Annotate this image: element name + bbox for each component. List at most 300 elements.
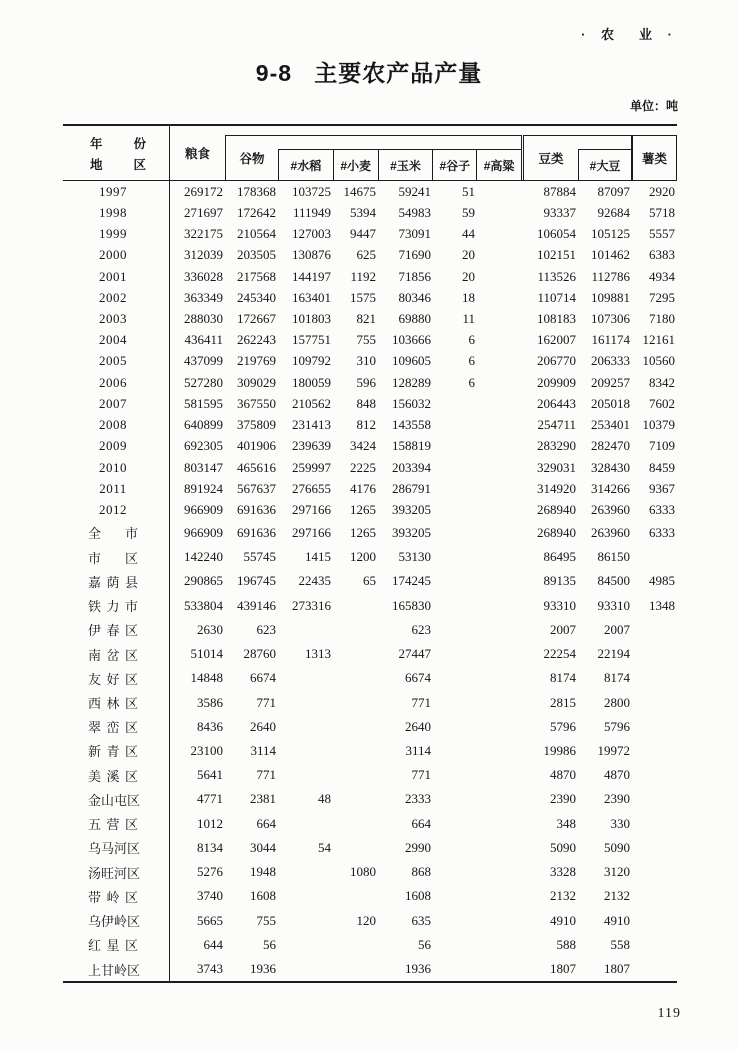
value-cell: 314266 bbox=[591, 480, 630, 496]
value-cell: 101803 bbox=[292, 311, 331, 327]
value-cell: 3328 bbox=[550, 864, 576, 880]
value-cell: 436411 bbox=[184, 332, 223, 348]
row-label: 铁 力 市 bbox=[63, 593, 170, 617]
value-cell: 6 bbox=[468, 374, 475, 390]
value-cell: 268940 bbox=[537, 502, 576, 518]
value-cell: 56 bbox=[263, 936, 276, 952]
value-cell: 80346 bbox=[398, 289, 431, 305]
value-cell: 203505 bbox=[237, 247, 276, 263]
value-cell: 4771 bbox=[197, 791, 223, 807]
value-cell: 206333 bbox=[591, 353, 630, 369]
row-label: 2008 bbox=[63, 415, 170, 436]
value-cell: 2990 bbox=[405, 839, 431, 855]
value-cell: 14675 bbox=[343, 183, 376, 199]
value-cell: 393205 bbox=[392, 524, 431, 540]
value-cell: 348 bbox=[556, 815, 576, 831]
value-cell: 625 bbox=[356, 247, 376, 263]
agri-output-table bbox=[63, 124, 677, 983]
value-cell: 162007 bbox=[537, 332, 576, 348]
value-cell: 5665 bbox=[197, 912, 223, 928]
value-cell: 22435 bbox=[298, 573, 331, 589]
value-cell: 254711 bbox=[537, 417, 576, 433]
value-cell: 5718 bbox=[649, 204, 675, 220]
value-cell: 51014 bbox=[190, 646, 223, 662]
value-cell: 1192 bbox=[350, 268, 376, 284]
row-label: 2001 bbox=[63, 266, 170, 287]
value-cell: 558 bbox=[610, 936, 630, 952]
value-cell: 367550 bbox=[237, 395, 276, 411]
value-cell: 87884 bbox=[543, 183, 576, 199]
value-cell: 1936 bbox=[250, 961, 276, 977]
col-group-beans bbox=[523, 135, 632, 180]
table-row bbox=[63, 739, 677, 763]
value-cell: 3424 bbox=[350, 438, 376, 454]
value-cell: 6333 bbox=[649, 502, 675, 518]
row-label: 市 区 bbox=[63, 545, 170, 569]
value-cell: 2132 bbox=[604, 888, 630, 904]
value-cell: 691636 bbox=[237, 524, 276, 540]
value-cell: 54 bbox=[318, 839, 331, 855]
value-cell: 108183 bbox=[537, 311, 576, 327]
value-cell: 2920 bbox=[649, 183, 675, 199]
value-cell: 322175 bbox=[184, 226, 223, 242]
value-cell: 130876 bbox=[292, 247, 331, 263]
value-cell: 209257 bbox=[591, 374, 630, 390]
value-cell: 755 bbox=[356, 332, 376, 348]
value-cell: 297166 bbox=[292, 502, 331, 518]
table-row bbox=[63, 569, 677, 593]
value-cell: 209909 bbox=[537, 374, 576, 390]
value-cell: 28760 bbox=[243, 646, 276, 662]
row-label: 带 岭 区 bbox=[63, 884, 170, 908]
value-cell: 1313 bbox=[305, 646, 331, 662]
row-label: 上 甘 岭 区 bbox=[63, 957, 170, 981]
value-cell: 1265 bbox=[350, 502, 376, 518]
value-cell: 329031 bbox=[537, 459, 576, 475]
value-cell: 44 bbox=[462, 226, 475, 242]
stub-header-line1: 年 份 bbox=[90, 136, 146, 151]
value-cell: 771 bbox=[411, 694, 431, 710]
value-cell: 691636 bbox=[237, 502, 276, 518]
value-cell: 8459 bbox=[649, 459, 675, 475]
value-cell: 73091 bbox=[398, 226, 431, 242]
col-header-corn: #玉米 bbox=[378, 149, 433, 180]
value-cell: 635 bbox=[411, 912, 431, 928]
value-cell: 533804 bbox=[184, 597, 223, 613]
value-cell: 143558 bbox=[392, 417, 431, 433]
value-cell: 2390 bbox=[550, 791, 576, 807]
row-label: 2010 bbox=[63, 457, 170, 478]
value-cell: 1807 bbox=[604, 961, 630, 977]
row-label: 汤 旺 河 区 bbox=[63, 860, 170, 884]
value-cell: 11 bbox=[462, 311, 475, 327]
row-label: 1998 bbox=[63, 202, 170, 223]
row-label: 伊 春 区 bbox=[63, 618, 170, 642]
value-cell: 84500 bbox=[597, 573, 630, 589]
value-cell: 103666 bbox=[392, 332, 431, 348]
value-cell: 93310 bbox=[543, 597, 576, 613]
table-row bbox=[63, 436, 677, 457]
value-cell: 3044 bbox=[250, 839, 276, 855]
value-cell: 23100 bbox=[190, 742, 223, 758]
value-cell: 106054 bbox=[537, 226, 576, 242]
value-cell: 253401 bbox=[591, 417, 630, 433]
table-row bbox=[63, 266, 677, 287]
row-label: 2000 bbox=[63, 245, 170, 266]
value-cell: 172667 bbox=[237, 311, 276, 327]
value-cell: 103725 bbox=[292, 183, 331, 199]
value-cell: 5090 bbox=[550, 839, 576, 855]
value-cell: 20 bbox=[462, 247, 475, 263]
value-cell: 158819 bbox=[392, 438, 431, 454]
value-cell: 1415 bbox=[305, 549, 331, 565]
value-cell: 165830 bbox=[392, 597, 431, 613]
value-cell: 290865 bbox=[184, 573, 223, 589]
page-category-header: · 农 业 · bbox=[581, 27, 678, 42]
value-cell: 567637 bbox=[237, 480, 276, 496]
value-cell: 966909 bbox=[184, 524, 223, 540]
value-cell: 336028 bbox=[184, 268, 223, 284]
value-cell: 283290 bbox=[537, 438, 576, 454]
value-cell: 157751 bbox=[292, 332, 331, 348]
value-cell: 596 bbox=[356, 374, 376, 390]
col-header-beans: 豆类 bbox=[538, 151, 564, 166]
value-cell: 5641 bbox=[197, 767, 223, 783]
value-cell: 664 bbox=[411, 815, 431, 831]
value-cell: 109605 bbox=[392, 353, 431, 369]
value-cell: 3114 bbox=[405, 742, 431, 758]
value-cell: 3586 bbox=[197, 694, 223, 710]
value-cell: 581595 bbox=[184, 395, 223, 411]
value-cell: 142240 bbox=[184, 549, 223, 565]
table-row bbox=[63, 860, 677, 884]
value-cell: 3120 bbox=[604, 864, 630, 880]
value-cell: 2225 bbox=[350, 459, 376, 475]
value-cell: 5557 bbox=[649, 226, 675, 242]
value-cell: 210564 bbox=[237, 226, 276, 242]
row-label: 2002 bbox=[63, 287, 170, 308]
value-cell: 2007 bbox=[604, 621, 630, 637]
value-cell: 623 bbox=[256, 621, 276, 637]
value-cell: 5394 bbox=[350, 204, 376, 220]
value-cell: 9367 bbox=[649, 480, 675, 496]
value-cell: 231413 bbox=[292, 417, 331, 433]
value-cell: 2390 bbox=[604, 791, 630, 807]
unit-label: 单位：吨 bbox=[629, 99, 678, 113]
value-cell: 1807 bbox=[550, 961, 576, 977]
value-cell: 6383 bbox=[649, 247, 675, 263]
value-cell: 10379 bbox=[642, 417, 675, 433]
col-group-cereals bbox=[225, 135, 522, 180]
value-cell: 174245 bbox=[392, 573, 431, 589]
value-cell: 2640 bbox=[250, 718, 276, 734]
value-cell: 2800 bbox=[604, 694, 630, 710]
value-cell: 127003 bbox=[292, 226, 331, 242]
table-row bbox=[63, 690, 677, 714]
row-label: 2011 bbox=[63, 478, 170, 499]
row-label: 翠 峦 区 bbox=[63, 715, 170, 739]
value-cell: 172642 bbox=[237, 204, 276, 220]
table-row bbox=[63, 593, 677, 617]
value-cell: 1012 bbox=[197, 815, 223, 831]
value-cell: 262243 bbox=[237, 332, 276, 348]
value-cell: 7295 bbox=[649, 289, 675, 305]
row-label: 2007 bbox=[63, 393, 170, 414]
value-cell: 271697 bbox=[184, 204, 223, 220]
value-cell: 6333 bbox=[649, 524, 675, 540]
value-cell: 180059 bbox=[292, 374, 331, 390]
value-cell: 65 bbox=[363, 573, 376, 589]
value-cell: 755 bbox=[256, 912, 276, 928]
row-label: 全 市 bbox=[63, 521, 170, 545]
stub-header-line2: 地 区 bbox=[90, 157, 146, 172]
row-label: 乌 马 河 区 bbox=[63, 836, 170, 860]
value-cell: 263960 bbox=[591, 502, 630, 518]
value-cell: 69880 bbox=[398, 311, 431, 327]
value-cell: 105125 bbox=[591, 226, 630, 242]
row-label: 南 岔 区 bbox=[63, 642, 170, 666]
value-cell: 5090 bbox=[604, 839, 630, 855]
value-cell: 109881 bbox=[591, 289, 630, 305]
value-cell: 2333 bbox=[405, 791, 431, 807]
value-cell: 328430 bbox=[591, 459, 630, 475]
value-cell: 107306 bbox=[591, 311, 630, 327]
value-cell: 86150 bbox=[597, 549, 630, 565]
value-cell: 102151 bbox=[537, 247, 576, 263]
value-cell: 239639 bbox=[292, 438, 331, 454]
row-label: 新 青 区 bbox=[63, 739, 170, 763]
value-cell: 966909 bbox=[184, 502, 223, 518]
value-cell: 3114 bbox=[250, 742, 276, 758]
table-row bbox=[63, 884, 677, 908]
table-row bbox=[63, 957, 677, 981]
value-cell: 4910 bbox=[604, 912, 630, 928]
value-cell: 48 bbox=[318, 791, 331, 807]
table-row bbox=[63, 500, 677, 521]
value-cell: 161174 bbox=[591, 332, 630, 348]
table-row bbox=[63, 457, 677, 478]
row-label: 1997 bbox=[63, 181, 170, 202]
value-cell: 401906 bbox=[237, 438, 276, 454]
value-cell: 206443 bbox=[537, 395, 576, 411]
value-cell: 8134 bbox=[197, 839, 223, 855]
value-cell: 263960 bbox=[591, 524, 630, 540]
table-row bbox=[63, 715, 677, 739]
value-cell: 312039 bbox=[184, 247, 223, 263]
row-label: 1999 bbox=[63, 223, 170, 244]
cereal-subcolumns bbox=[278, 149, 521, 180]
col-header-tubers: 薯类 bbox=[632, 135, 677, 180]
table-row bbox=[63, 393, 677, 414]
row-label: 2012 bbox=[63, 500, 170, 521]
value-cell: 55745 bbox=[243, 549, 276, 565]
value-cell: 6 bbox=[468, 332, 475, 348]
row-label: 五 营 区 bbox=[63, 812, 170, 836]
value-cell: 268940 bbox=[537, 524, 576, 540]
table-header bbox=[63, 126, 677, 181]
col-header-millet: #谷子 bbox=[432, 149, 476, 180]
value-cell: 22194 bbox=[597, 646, 630, 662]
table-row bbox=[63, 245, 677, 266]
value-cell: 2132 bbox=[550, 888, 576, 904]
table-row bbox=[63, 763, 677, 787]
value-cell: 7602 bbox=[649, 395, 675, 411]
value-cell: 821 bbox=[356, 311, 376, 327]
page-number: 119 bbox=[657, 1006, 681, 1021]
value-cell: 269172 bbox=[184, 183, 223, 199]
value-cell: 5796 bbox=[550, 718, 576, 734]
value-cell: 375809 bbox=[237, 417, 276, 433]
value-cell: 7180 bbox=[649, 311, 675, 327]
value-cell: 891924 bbox=[184, 480, 223, 496]
value-cell: 4910 bbox=[550, 912, 576, 928]
table-row bbox=[63, 909, 677, 933]
value-cell: 20 bbox=[462, 268, 475, 284]
value-cell: 51 bbox=[462, 183, 475, 199]
value-cell: 19986 bbox=[543, 742, 576, 758]
value-cell: 276655 bbox=[292, 480, 331, 496]
table-row bbox=[63, 330, 677, 351]
value-cell: 19972 bbox=[597, 742, 630, 758]
row-label: 红 星 区 bbox=[63, 933, 170, 957]
value-cell: 217568 bbox=[237, 268, 276, 284]
value-cell: 2815 bbox=[550, 694, 576, 710]
table-row bbox=[63, 415, 677, 436]
value-cell: 8436 bbox=[197, 718, 223, 734]
table-body bbox=[63, 181, 677, 981]
table-row bbox=[63, 351, 677, 372]
value-cell: 71856 bbox=[398, 268, 431, 284]
value-cell: 112786 bbox=[591, 268, 630, 284]
value-cell: 1575 bbox=[350, 289, 376, 305]
table-row bbox=[63, 642, 677, 666]
value-cell: 310 bbox=[356, 353, 376, 369]
value-cell: 2640 bbox=[405, 718, 431, 734]
table-row bbox=[63, 181, 677, 202]
value-cell: 93337 bbox=[543, 204, 576, 220]
value-cell: 14848 bbox=[190, 670, 223, 686]
value-cell: 144197 bbox=[292, 268, 331, 284]
value-cell: 1080 bbox=[350, 864, 376, 880]
value-cell: 18 bbox=[462, 289, 475, 305]
value-cell: 1608 bbox=[250, 888, 276, 904]
value-cell: 92684 bbox=[597, 204, 630, 220]
value-cell: 1936 bbox=[405, 961, 431, 977]
value-cell: 245340 bbox=[237, 289, 276, 305]
value-cell: 12161 bbox=[642, 332, 675, 348]
row-label: 乌 伊 岭 区 bbox=[63, 909, 170, 933]
value-cell: 71690 bbox=[398, 247, 431, 263]
value-cell: 4870 bbox=[604, 767, 630, 783]
value-cell: 771 bbox=[411, 767, 431, 783]
col-header-rice: #水稻 bbox=[278, 149, 333, 180]
table-row bbox=[63, 223, 677, 244]
value-cell: 178368 bbox=[237, 183, 276, 199]
row-label: 2006 bbox=[63, 372, 170, 393]
row-label: 金 山 屯 区 bbox=[63, 787, 170, 811]
row-label: 西 林 区 bbox=[63, 690, 170, 714]
table-row bbox=[63, 545, 677, 569]
value-cell: 110714 bbox=[537, 289, 576, 305]
value-cell: 330 bbox=[610, 815, 630, 831]
value-cell: 203394 bbox=[392, 459, 431, 475]
table-row bbox=[63, 618, 677, 642]
col-header-wheat: #小麦 bbox=[333, 149, 378, 180]
value-cell: 771 bbox=[256, 694, 276, 710]
value-cell: 2630 bbox=[197, 621, 223, 637]
table-row bbox=[63, 372, 677, 393]
value-cell: 101462 bbox=[591, 247, 630, 263]
table-row bbox=[63, 836, 677, 860]
value-cell: 128289 bbox=[392, 374, 431, 390]
value-cell: 588 bbox=[556, 936, 576, 952]
value-cell: 6674 bbox=[405, 670, 431, 686]
value-cell: 6 bbox=[468, 353, 475, 369]
value-cell: 439146 bbox=[237, 597, 276, 613]
table-row bbox=[63, 521, 677, 545]
value-cell: 4934 bbox=[649, 268, 675, 284]
table-row bbox=[63, 787, 677, 811]
value-cell: 4870 bbox=[550, 767, 576, 783]
row-label: 2004 bbox=[63, 330, 170, 351]
value-cell: 54983 bbox=[398, 204, 431, 220]
value-cell: 1200 bbox=[350, 549, 376, 565]
value-cell: 465616 bbox=[237, 459, 276, 475]
value-cell: 196745 bbox=[237, 573, 276, 589]
value-cell: 282470 bbox=[591, 438, 630, 454]
value-cell: 644 bbox=[203, 936, 223, 952]
value-cell: 210562 bbox=[292, 395, 331, 411]
value-cell: 111949 bbox=[292, 204, 331, 220]
value-cell: 664 bbox=[256, 815, 276, 831]
table-row bbox=[63, 287, 677, 308]
value-cell: 5276 bbox=[197, 864, 223, 880]
value-cell: 437099 bbox=[184, 353, 223, 369]
row-label: 友 好 区 bbox=[63, 666, 170, 690]
value-cell: 771 bbox=[256, 767, 276, 783]
row-label: 嘉 荫 县 bbox=[63, 569, 170, 593]
col-header-grain: 粮食 bbox=[184, 147, 210, 161]
value-cell: 623 bbox=[411, 621, 431, 637]
value-cell: 56 bbox=[418, 936, 431, 952]
value-cell: 848 bbox=[356, 395, 376, 411]
value-cell: 205018 bbox=[591, 395, 630, 411]
value-cell: 59 bbox=[462, 204, 475, 220]
value-cell: 4176 bbox=[350, 480, 376, 496]
value-cell: 9447 bbox=[350, 226, 376, 242]
value-cell: 8174 bbox=[550, 670, 576, 686]
value-cell: 6674 bbox=[250, 670, 276, 686]
value-cell: 10560 bbox=[642, 353, 675, 369]
value-cell: 206770 bbox=[537, 353, 576, 369]
value-cell: 219769 bbox=[237, 353, 276, 369]
value-cell: 156032 bbox=[392, 395, 431, 411]
value-cell: 259997 bbox=[292, 459, 331, 475]
value-cell: 120 bbox=[356, 912, 376, 928]
row-label: 美 溪 区 bbox=[63, 763, 170, 787]
value-cell: 812 bbox=[356, 417, 376, 433]
value-cell: 4985 bbox=[649, 573, 675, 589]
value-cell: 297166 bbox=[292, 524, 331, 540]
value-cell: 309029 bbox=[237, 374, 276, 390]
value-cell: 53130 bbox=[398, 549, 431, 565]
col-header-soybean: #大豆 bbox=[578, 149, 631, 180]
value-cell: 87097 bbox=[597, 183, 630, 199]
value-cell: 288030 bbox=[184, 311, 223, 327]
value-cell: 3743 bbox=[197, 961, 223, 977]
value-cell: 393205 bbox=[392, 502, 431, 518]
value-cell: 1948 bbox=[250, 864, 276, 880]
